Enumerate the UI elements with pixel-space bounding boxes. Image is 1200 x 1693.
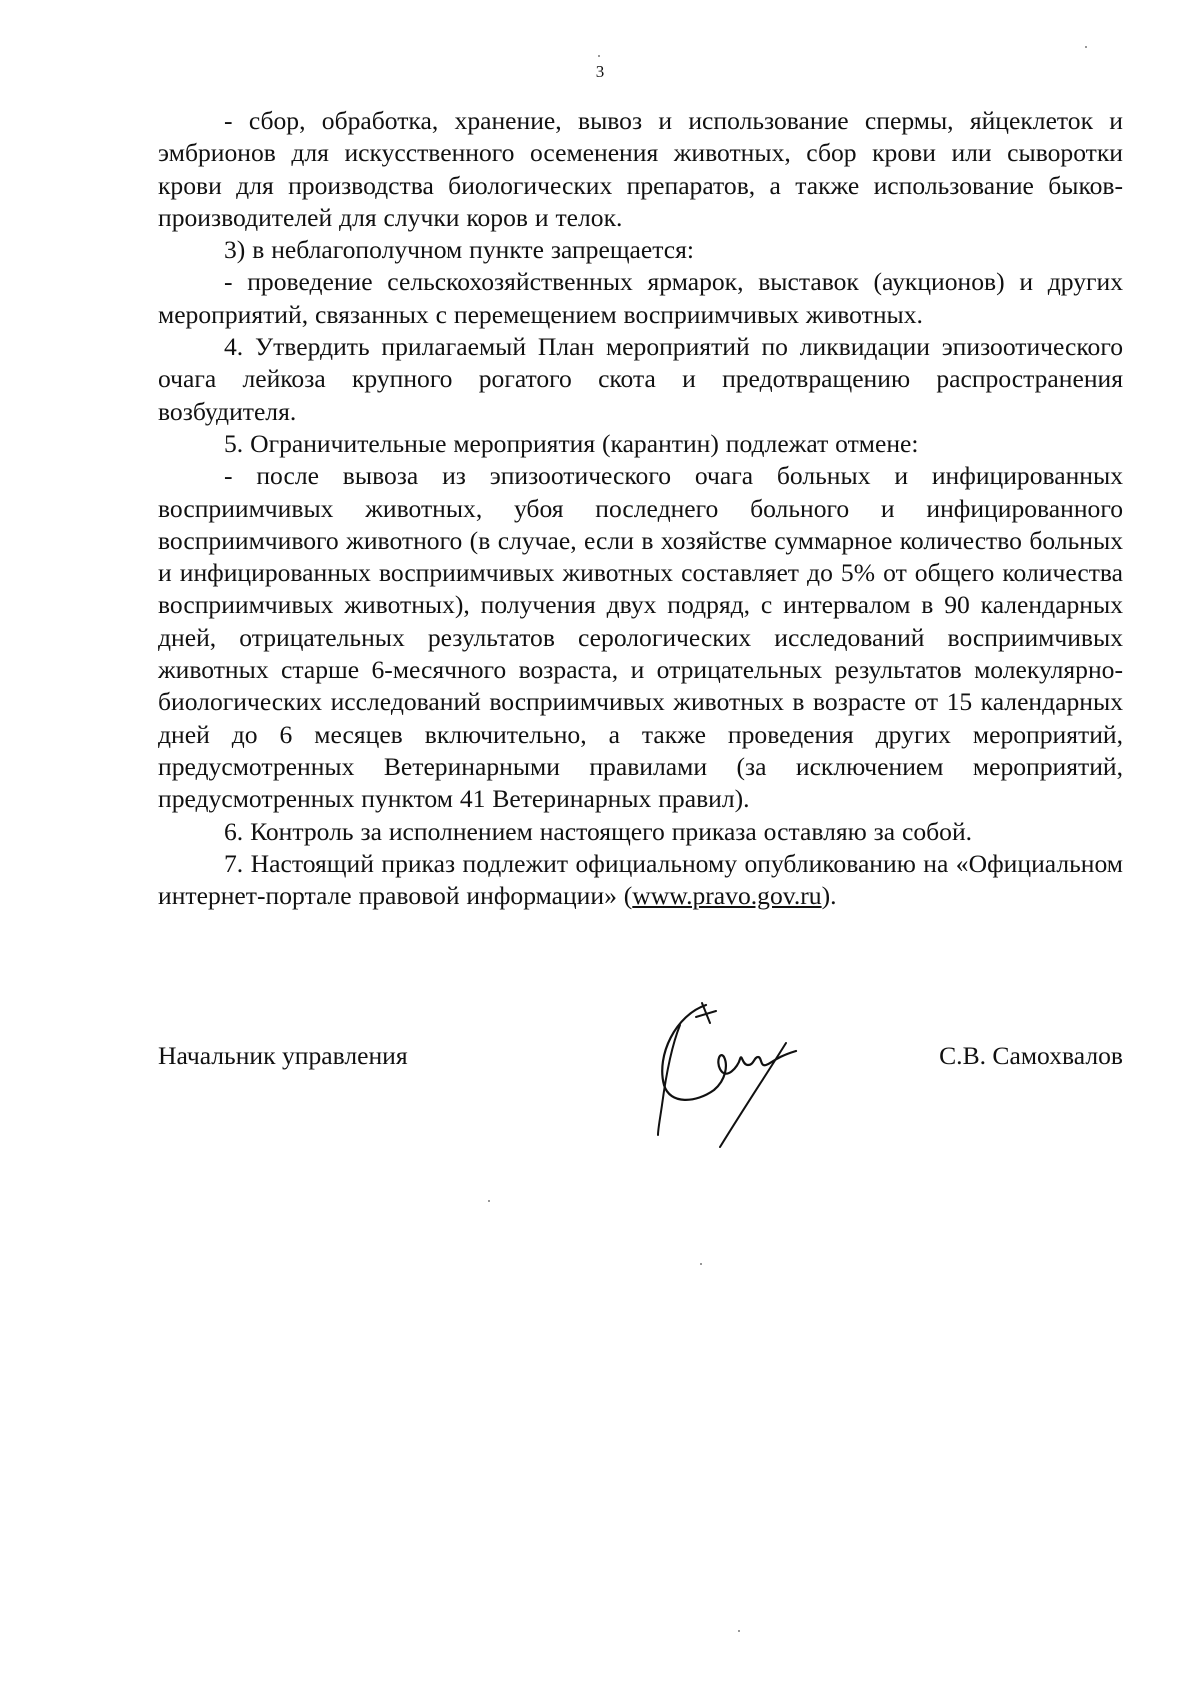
paragraph-quarantine-lift-conditions: - после вывоза из эпизоотического очага больных и инфицированных восприимчивых животных, убоя последнего больного и инфицированного восприимчивого животного (в случае, если в хозяйстве суммарное количество больных и инфицированных восприимчивых животных составляет до 5% от общего количества восприимчивых животных), получения двух подряд, с интервалом в 90 календарных дней, отрицательных результатов серологических исследований восприимчивых животных старше 6-месячного возраста, и отрицательных результатов молекулярно-биологических исследований восприимчивых животных в возрасте от 15 календарных дней до 6 месяцев включительно, а также проведения других мероприятий, предусмотренных Ветеринарными правилами (за исключением мероприятий, предусмотренных пунктом 41 Ветеринарных правил). — [158, 461, 1123, 814]
signatory-name: С.В. Самохвалов — [939, 1041, 1123, 1070]
scan-speck — [700, 1263, 702, 1265]
pravo-gov-link[interactable]: www.pravo.gov.ru — [632, 881, 822, 911]
paragraph-item-7 — [158, 848, 1123, 913]
paragraph-collection-ban: - сбор, обработка, хранение, вывоз и использование спермы, яйцеклеток и эмбрионов для искусственного осеменения животных, сбор крови или сыворотки крови для производства биологических препаратов, а также использование быков-производителей для случки коров и телок. — [158, 106, 1123, 232]
scan-speck — [738, 1630, 740, 1632]
handwritten-signature — [636, 995, 816, 1155]
scan-speck — [598, 55, 600, 57]
page-number: 3 — [595, 62, 605, 81]
signatory-position: Начальник управления — [158, 1041, 408, 1070]
paragraph-item-5-heading: 5. Ограничительные мероприятия (карантин) подлежат отмене: — [224, 428, 919, 458]
paragraph-fairs-ban: - проведение сельскохозяйственных ярмарок, выставок (аукционов) и других мероприятий, связанных с перемещением восприимчивых животных. — [158, 267, 1123, 329]
paragraph-item-4: 4. Утвердить прилагаемый План мероприятий по ликвидации эпизоотического очага лейкоза крупного рогатого скота и предотвращению распространения возбудителя. — [158, 332, 1123, 426]
paragraph-item-7-closing: ). — [821, 881, 837, 911]
paragraph-item-7-text: 7. Настоящий приказ подлежит официальному опубликованию на «Официальном интернет-портале правовой информации» ( — [158, 848, 1123, 911]
document-body — [158, 105, 1123, 912]
scan-speck — [1085, 46, 1087, 48]
paragraph-item-3-heading: 3) в неблагополучном пункте запрещается: — [224, 235, 695, 265]
signature-block — [158, 1035, 1123, 1155]
scan-speck — [488, 1200, 490, 1202]
paragraph-item-6: 6. Контроль за исполнением настоящего приказа оставляю за собой. — [224, 816, 973, 846]
